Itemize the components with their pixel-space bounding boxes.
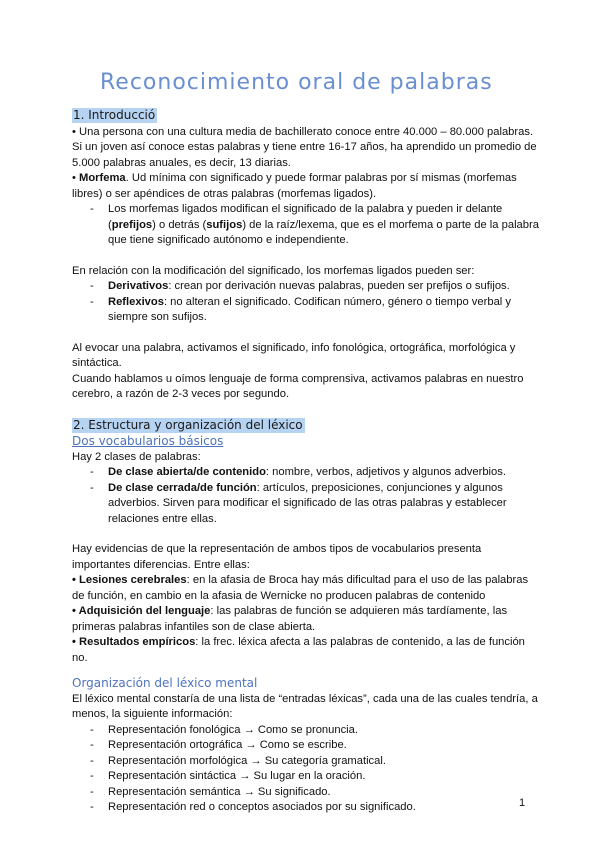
section-heading-2: 2. Estructura y organización del léxico: [73, 417, 303, 432]
page-number: 1: [519, 797, 526, 809]
dash-list: [72, 465, 542, 527]
list-item: - Representación sintáctica → Su lugar en la oración.: [90, 769, 542, 785]
document-body: [72, 108, 542, 816]
list-item: - Representación morfológica → Su categoría gramatical.: [90, 754, 542, 770]
section-1: [72, 108, 542, 403]
list-item: - De clase abierta/de contenido: nombre, verbos, adjetivos y algunos adverbios.: [90, 465, 542, 481]
list-item: - Representación red o conceptos asociados por su significado.: [90, 800, 542, 816]
paragraph: • Lesiones cerebrales: en la afasia de Broca hay más dificultad para el uso de las palabras de función, en cambio en la afasia de Wernicke no producen palabras de contenido: [72, 574, 529, 602]
list-item: - De clase cerrada/de función: artículos, preposiciones, conjunciones y algunos adverbios. Sirven para modificar el significado de las otras palabras y establecer relaciones entre ellas.: [90, 481, 542, 528]
section-2: [72, 418, 542, 816]
paragraph: • Morfema. Ud mínima con significado y puede formar palabras por sí mismas (morfemas libres) o ser apéndices de otras palabras (morfemas ligados).: [72, 172, 517, 200]
paragraph: • Resultados empíricos: la frec. léxica afecta a las palabras de contenido, a las de función no.: [72, 636, 525, 664]
page-title: Reconocimiento oral de palabras: [100, 70, 493, 95]
list-item: - Representación semántica → Su significado.: [90, 785, 542, 801]
paragraph: Cuando hablamos u oímos lenguaje de forma comprensiva, activamos palabras en nuestro cerebro, a razón de 2-3 veces por segundo.: [72, 372, 524, 400]
dash-list: [72, 279, 542, 326]
paragraph: En relación con la modificación del significado, los morfemas ligados pueden ser:: [72, 264, 475, 277]
paragraph: • Adquisición del lenguaje: las palabras de función se adquieren más tardíamente, las primeras palabras infantiles son de clase abierta.: [72, 605, 508, 633]
paragraph: Hay evidencias de que la representación de ambos tipos de vocabularios presenta importantes diferencias. Entre ellas:: [72, 543, 482, 571]
paragraph: Hay 2 clases de palabras:: [72, 450, 201, 463]
section-heading-1: 1. Introducció: [73, 108, 156, 122]
list-item: - Representación fonológica → Como se pronuncia.: [90, 723, 542, 739]
subheading: Dos vocabularios básicos: [72, 434, 224, 448]
paragraph: Al evocar una palabra, activamos el significado, info fonológica, ortográfica, morfológica y sintáctica.: [72, 341, 516, 369]
list-item: - Representación ortográfica → Como se escribe.: [90, 738, 542, 754]
subheading: Organización del léxico mental: [72, 676, 258, 690]
paragraph: El léxico mental constaría de una lista de “entradas léxicas”, cada una de las cuales tendría, a menos, la siguiente información:: [72, 692, 538, 720]
dash-list: [72, 202, 542, 249]
bold-term: Morfema: [79, 172, 126, 184]
list-item: - Reflexivos: no alteran el significado. Codifican número, género o tiempo verbal y siempre son sufijos.: [90, 295, 542, 326]
list-item: - Los morfemas ligados modifican el significado de la palabra y pueden ir delante (prefijos) o detrás (sufijos) de la raíz/lexema, que es el morfema o parte de la palabra que tiene significado autónomo e independiente.: [90, 202, 542, 249]
list-item: - Derivativos: crean por derivación nuevas palabras, pueden ser prefijos o sufijos.: [90, 279, 542, 295]
paragraph: • Una persona con una cultura media de bachillerato conoce entre 40.000 – 80.000 palabras. Si un joven así conoce estas palabras y tiene entre 16-17 años, ha aprendido un promedio de 5.000 palabras anuales, es decir, 13 diarias.: [72, 125, 537, 169]
dash-list: [72, 723, 542, 816]
